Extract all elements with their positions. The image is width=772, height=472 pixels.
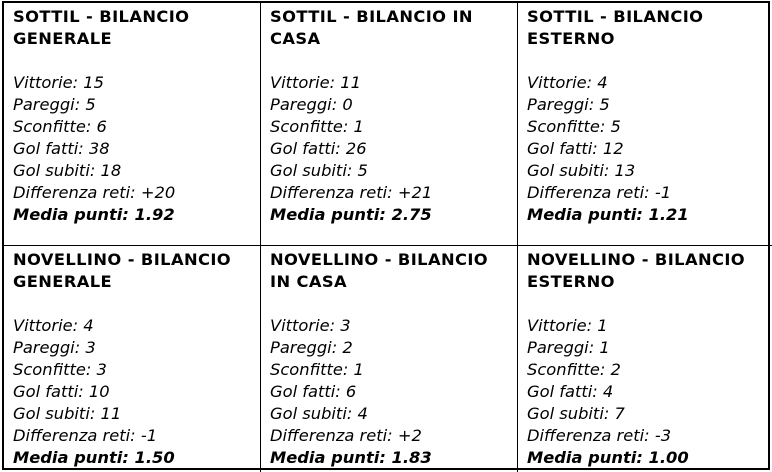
cell-title: SOTTIL - BILANCIO GENERALE (13, 7, 190, 48)
stat-sconfitte: Sconfitte: 1 (270, 360, 364, 379)
stats-table (2, 1, 770, 470)
table-cell-sottil-generale (4, 3, 261, 246)
cell-title: SOTTIL - BILANCIO ESTERNO (527, 7, 704, 48)
stats-list (527, 72, 763, 226)
stat-gol-subiti: Gol subiti: 11 (13, 404, 122, 423)
stats-list (270, 315, 508, 469)
stat-gol-fatti: Gol fatti: 26 (270, 139, 367, 158)
table-cell-novellino-casa (261, 246, 518, 472)
stat-vittorie: Vittorie: 11 (270, 73, 362, 92)
stat-pareggi: Pareggi: 3 (13, 338, 96, 357)
stat-gol-fatti: Gol fatti: 6 (270, 382, 357, 401)
stat-pareggi: Pareggi: 1 (527, 338, 610, 357)
stat-media-punti: Media punti: 1.00 (527, 448, 689, 467)
stat-gol-fatti: Gol fatti: 10 (13, 382, 110, 401)
stat-differenza-reti: Differenza reti: -3 (527, 426, 672, 445)
stat-vittorie: Vittorie: 1 (527, 316, 608, 335)
stat-vittorie: Vittorie: 4 (527, 73, 608, 92)
stat-pareggi: Pareggi: 5 (527, 95, 610, 114)
stat-vittorie: Vittorie: 4 (13, 316, 94, 335)
stat-pareggi: Pareggi: 0 (270, 95, 353, 114)
stat-sconfitte: Sconfitte: 3 (13, 360, 107, 379)
stat-gol-subiti: Gol subiti: 4 (270, 404, 368, 423)
stat-differenza-reti: Differenza reti: -1 (527, 183, 672, 202)
stat-gol-fatti: Gol fatti: 12 (527, 139, 624, 158)
stat-sconfitte: Sconfitte: 5 (527, 117, 621, 136)
stat-media-punti: Media punti: 1.83 (270, 448, 432, 467)
stat-gol-subiti: Gol subiti: 13 (527, 161, 636, 180)
stat-vittorie: Vittorie: 15 (13, 73, 105, 92)
stats-list (13, 72, 251, 226)
stat-pareggi: Pareggi: 5 (13, 95, 96, 114)
stat-differenza-reti: Differenza reti: -1 (13, 426, 158, 445)
stat-gol-subiti: Gol subiti: 7 (527, 404, 625, 423)
cell-title: NOVELLINO - BILANCIO GENERALE (13, 250, 232, 291)
stat-pareggi: Pareggi: 2 (270, 338, 353, 357)
stat-differenza-reti: Differenza reti: +2 (270, 426, 422, 445)
stat-media-punti: Media punti: 1.50 (13, 448, 175, 467)
stat-gol-fatti: Gol fatti: 38 (13, 139, 110, 158)
table-cell-sottil-esterno (518, 3, 772, 246)
stat-vittorie: Vittorie: 3 (270, 316, 351, 335)
stat-media-punti: Media punti: 2.75 (270, 205, 432, 224)
stat-media-punti: Media punti: 1.21 (527, 205, 689, 224)
stat-sconfitte: Sconfitte: 1 (270, 117, 364, 136)
table-cell-novellino-esterno (518, 246, 772, 472)
stat-gol-fatti: Gol fatti: 4 (527, 382, 614, 401)
cell-title: SOTTIL - BILANCIO IN CASA (270, 7, 473, 48)
cell-title: NOVELLINO - BILANCIO IN CASA (270, 250, 489, 291)
stats-list (527, 315, 763, 469)
stat-differenza-reti: Differenza reti: +21 (270, 183, 433, 202)
stat-differenza-reti: Differenza reti: +20 (13, 183, 176, 202)
stat-sconfitte: Sconfitte: 2 (527, 360, 621, 379)
stats-list (270, 72, 508, 226)
stat-gol-subiti: Gol subiti: 5 (270, 161, 368, 180)
stat-gol-subiti: Gol subiti: 18 (13, 161, 122, 180)
stats-list (13, 315, 251, 469)
table-cell-sottil-casa (261, 3, 518, 246)
stat-sconfitte: Sconfitte: 6 (13, 117, 107, 136)
cell-title: NOVELLINO - BILANCIO ESTERNO (527, 250, 746, 291)
table-cell-novellino-generale (4, 246, 261, 472)
stat-media-punti: Media punti: 1.92 (13, 205, 175, 224)
